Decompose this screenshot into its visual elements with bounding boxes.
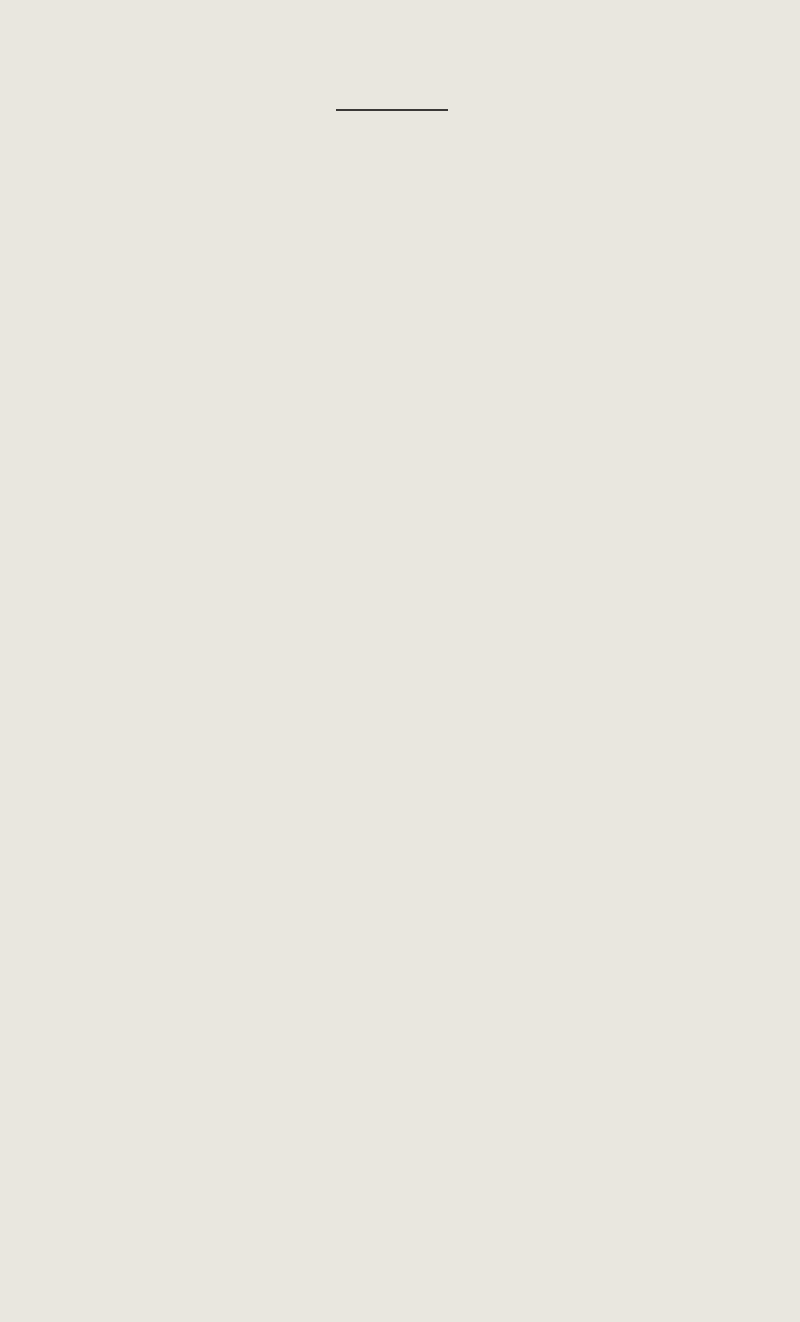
title-rule [336, 109, 448, 111]
